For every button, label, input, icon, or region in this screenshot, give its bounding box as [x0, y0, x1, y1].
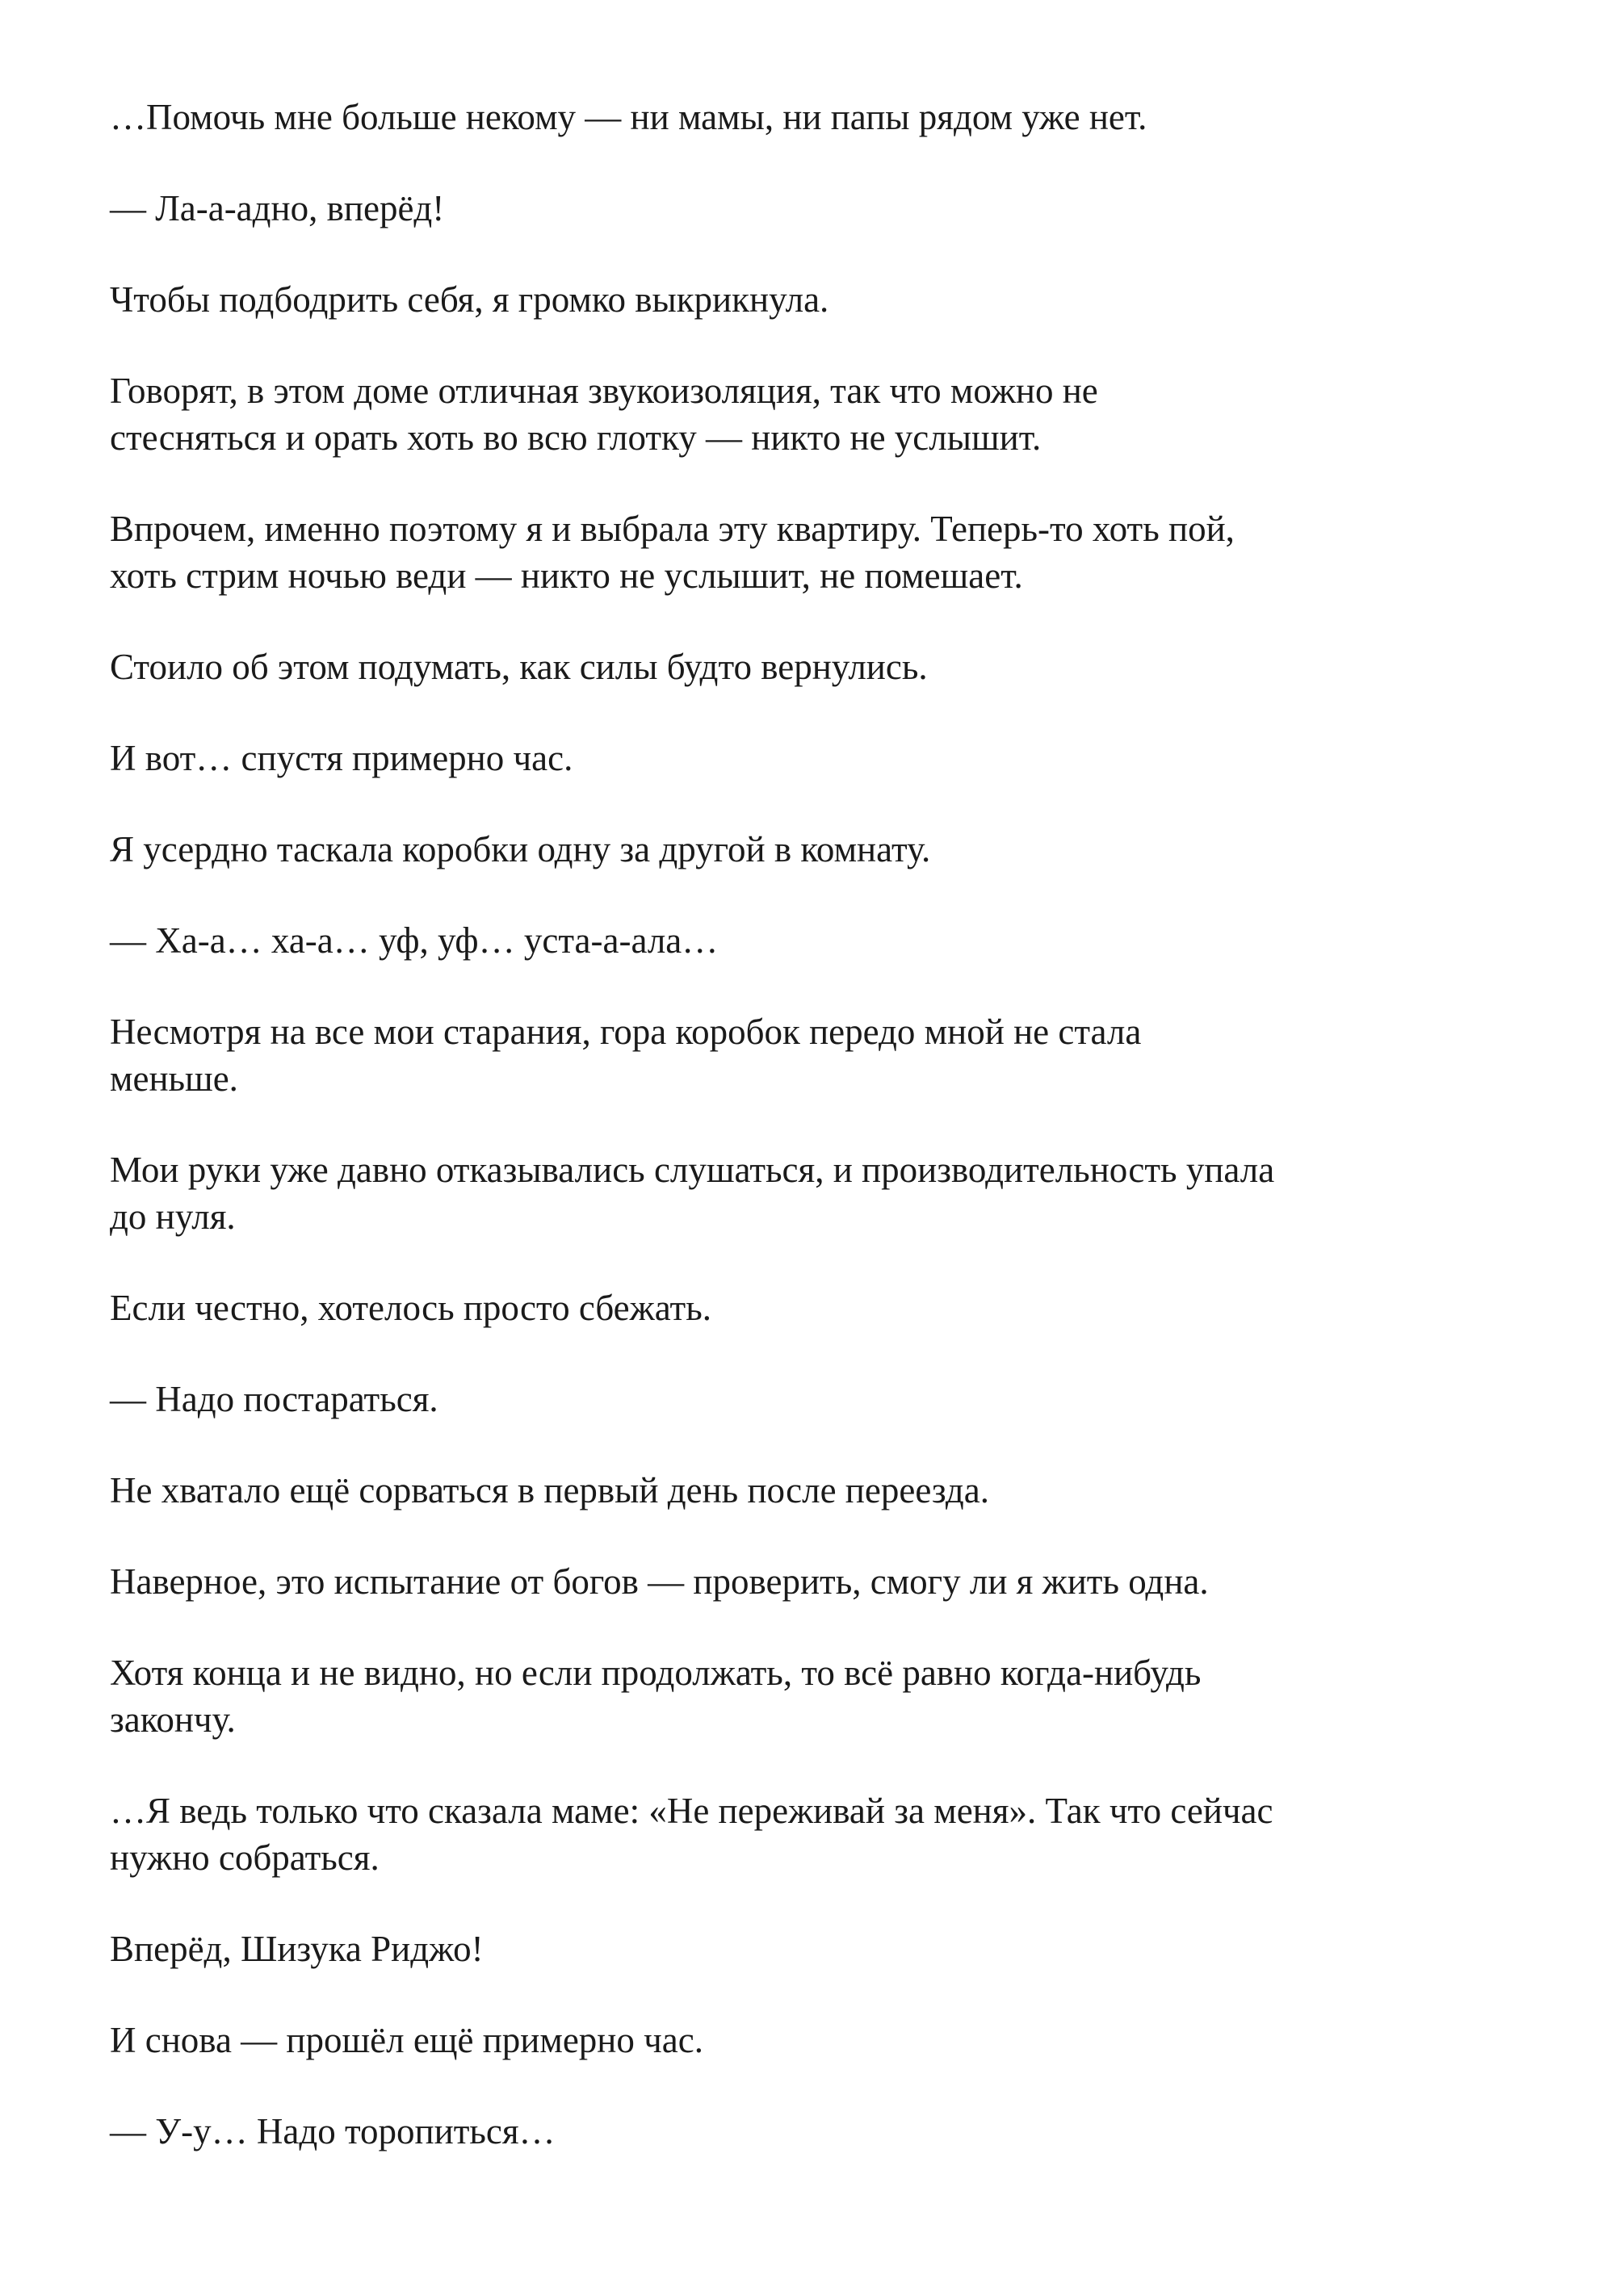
text-line: Не хватало ещё сорваться в первый день после переезда. [110, 1470, 989, 1510]
paragraph [110, 1925, 1515, 1972]
text-line: Говорят, в этом доме отличная звукоизоляция, так что можно не [110, 371, 1098, 411]
paragraph [110, 1008, 1515, 1102]
text-line: Хотя конца и не видно, но если продолжать, то всё равно когда-нибудь [110, 1653, 1202, 1693]
text-line: Наверное, это испытание от богов — проверить, смогу ли я жить одна. [110, 1561, 1209, 1602]
text-line: — Надо постараться. [110, 1379, 438, 1419]
paragraph [110, 1284, 1515, 1331]
paragraph [110, 1787, 1515, 1881]
text-line: — Ла-а-адно, вперёд! [110, 188, 445, 228]
paragraph [110, 2017, 1515, 2063]
text-line: закончу. [110, 1699, 236, 1740]
text-line: Несмотря на все мои старания, гора коробок передо мной не стала [110, 1012, 1142, 1052]
paragraph [110, 735, 1515, 781]
paragraph [110, 2108, 1515, 2155]
paragraph [110, 1467, 1515, 1514]
text-line: — У-у… Надо торопиться… [110, 2111, 556, 2151]
paragraph [110, 643, 1515, 690]
text-line: Стоило об этом подумать, как силы будто вернулись. [110, 647, 928, 687]
paragraph [110, 917, 1515, 964]
paragraph [110, 1146, 1515, 1240]
paragraph [110, 367, 1515, 461]
text-line: хоть стрим ночью веди — никто не услышит, не помешает. [110, 555, 1023, 596]
text-line: до нуля. [110, 1196, 236, 1237]
text-line: Мои руки уже давно отказывались слушаться, и производительность упала [110, 1150, 1275, 1190]
text-line: Если честно, хотелось просто сбежать. [110, 1288, 711, 1328]
text-line: …Помочь мне больше некому — ни мамы, ни папы рядом уже нет. [110, 97, 1147, 137]
paragraph [110, 94, 1515, 140]
text-line: И снова — прошёл ещё примерно час. [110, 2020, 703, 2060]
text-line: Чтобы подбодрить себя, я громко выкрикнула. [110, 279, 829, 320]
paragraph [110, 1649, 1515, 1743]
text-line: Вперёд, Шизука Риджо! [110, 1929, 484, 1969]
paragraph [110, 1376, 1515, 1422]
paragraph [110, 276, 1515, 323]
text-line: нужно собраться. [110, 1837, 380, 1878]
text-line: Я усердно таскала коробки одну за другой в комнату. [110, 829, 931, 869]
paragraph [110, 826, 1515, 873]
paragraph [110, 185, 1515, 232]
text-line: Впрочем, именно поэтому я и выбрала эту квартиру. Теперь-то хоть пой, [110, 509, 1235, 549]
text-line: стесняться и орать хоть во всю глотку — никто не услышит. [110, 417, 1042, 458]
text-line: меньше. [110, 1058, 238, 1099]
paragraph [110, 1558, 1515, 1605]
text-line: — Ха-а… ха-а… уф, уф… уста-а-ала… [110, 920, 719, 961]
text-line: И вот… спустя примерно час. [110, 738, 573, 778]
paragraph [110, 505, 1515, 599]
text-line: …Я ведь только что сказала маме: «Не переживай за меня». Так что сейчас [110, 1791, 1273, 1831]
